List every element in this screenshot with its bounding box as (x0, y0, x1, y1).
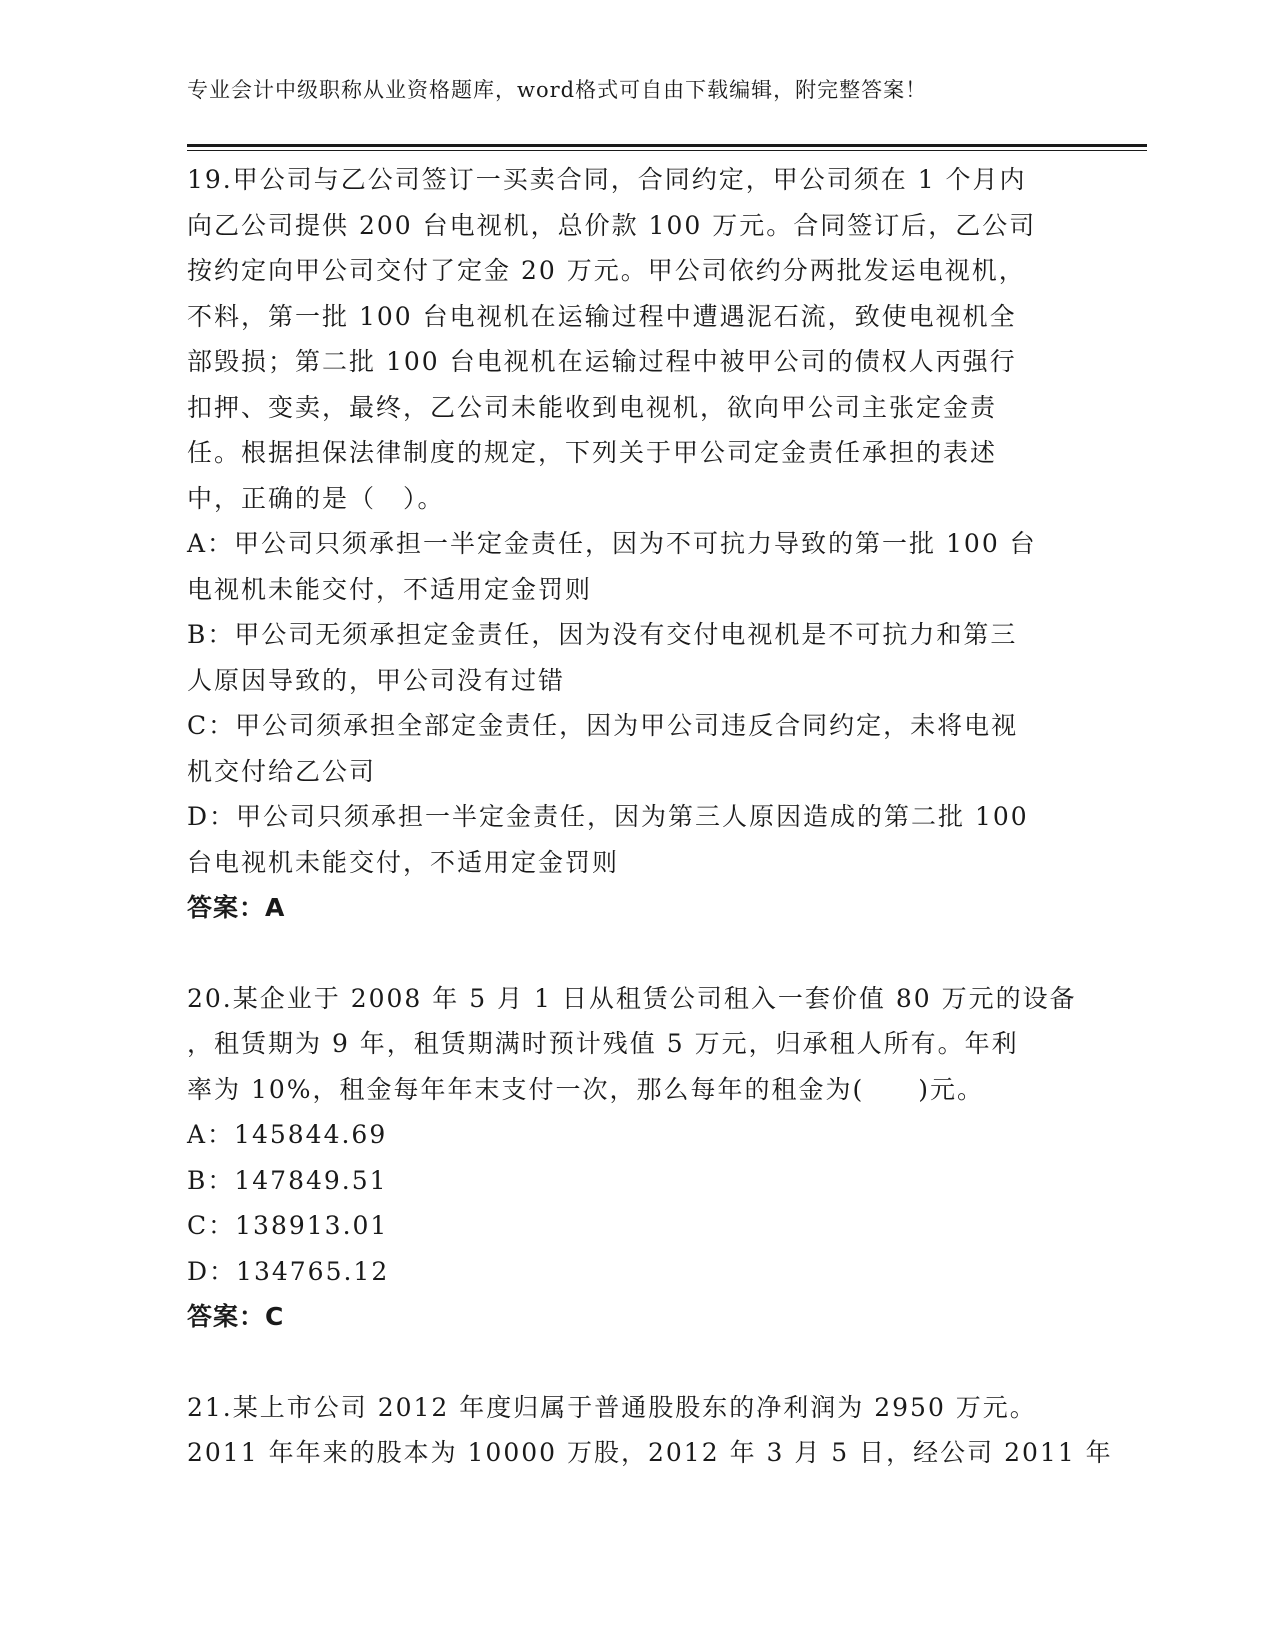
option-line: 电视机未能交付，不适用定金罚则 (187, 574, 593, 604)
option-a (187, 521, 1087, 612)
header-rule-thick (187, 144, 1147, 147)
option-d (187, 794, 1087, 885)
question-20 (187, 976, 1087, 1340)
question-spacer (187, 931, 1087, 976)
questions-content (187, 157, 1113, 1476)
question-text-line: 任。根据担保法律制度的规定，下列关于甲公司定金责任承担的表述 (187, 438, 998, 467)
option-b: B：147849.51 (187, 1165, 388, 1195)
option-line: D：甲公司只须承担一半定金责任，因为第三人原因造成的第二批 100 (187, 802, 1029, 831)
question-19 (187, 157, 1087, 931)
option-line: 人原因导致的，甲公司没有过错 (187, 665, 566, 695)
option-line: A：甲公司只须承担一半定金责任，因为不可抗力导致的第一批 100 台 (187, 529, 1037, 558)
option-line: B：甲公司无须承担定金责任，因为没有交付电视机是不可抗力和第三 (187, 620, 1018, 649)
question-21 (187, 1385, 1113, 1476)
question-text-line: 中，正确的是（ ）。 (187, 483, 445, 513)
question-text-line: 不料，第一批 100 台电视机在运输过程中遭遇泥石流，致使电视机全 (187, 301, 1017, 331)
question-text-line: 率为 10%，租金每年年末支付一次，那么每年的租金为( )元。 (187, 1074, 985, 1104)
question-text-line: 按约定向甲公司交付了定金 20 万元。甲公司依约分两批发运电视机， (187, 256, 1026, 285)
option-line: C：甲公司须承担全部定金责任，因为甲公司违反合同约定，未将电视 (187, 711, 1019, 740)
option-c (187, 703, 1087, 794)
option-d: D：134765.12 (187, 1256, 390, 1286)
question-text-line: ，租赁期为 9 年，租赁期满时预计残值 5 万元，归承租人所有。年利 (187, 1029, 1019, 1058)
page-header: 专业会计中级职称从业资格题库，word格式可自由下载编辑，附完整答案！ (187, 78, 928, 102)
question-text-line: 扣押、变卖，最终，乙公司未能收到电视机，欲向甲公司主张定金责 (187, 392, 998, 422)
question-text-line: 部毁损；第二批 100 台电视机在运输过程中被甲公司的债权人丙强行 (187, 347, 1017, 376)
option-a: A：145844.69 (187, 1120, 388, 1149)
header-rule-thin (187, 150, 1147, 151)
question-text-line: 21.某上市公司 2012 年度归属于普通股股东的净利润为 2950 万元。 (187, 1392, 1037, 1422)
option-line: 台电视机未能交付，不适用定金罚则 (187, 847, 620, 877)
question-text-line: 2011 年年来的股本为 10000 万股，2012 年 3 月 5 日，经公司 2011 年 (187, 1438, 1113, 1467)
question-spacer (187, 1340, 1087, 1385)
answer-label: 答案：A (187, 893, 286, 922)
option-b (187, 612, 1087, 703)
question-text-line: 19.甲公司与乙公司签订一买卖合同，合同约定，甲公司须在 1 个月内 (187, 165, 1027, 194)
question-text-line: 20.某企业于 2008 年 5 月 1 日从租赁公司租入一套价值 80 万元的设备 (187, 983, 1077, 1013)
option-line: 机交付给乙公司 (187, 756, 377, 786)
question-text-line: 向乙公司提供 200 台电视机，总价款 100 万元。合同签订后，乙公司 (187, 210, 1037, 240)
option-c: C：138913.01 (187, 1211, 389, 1240)
answer-label: 答案：C (187, 1302, 285, 1331)
